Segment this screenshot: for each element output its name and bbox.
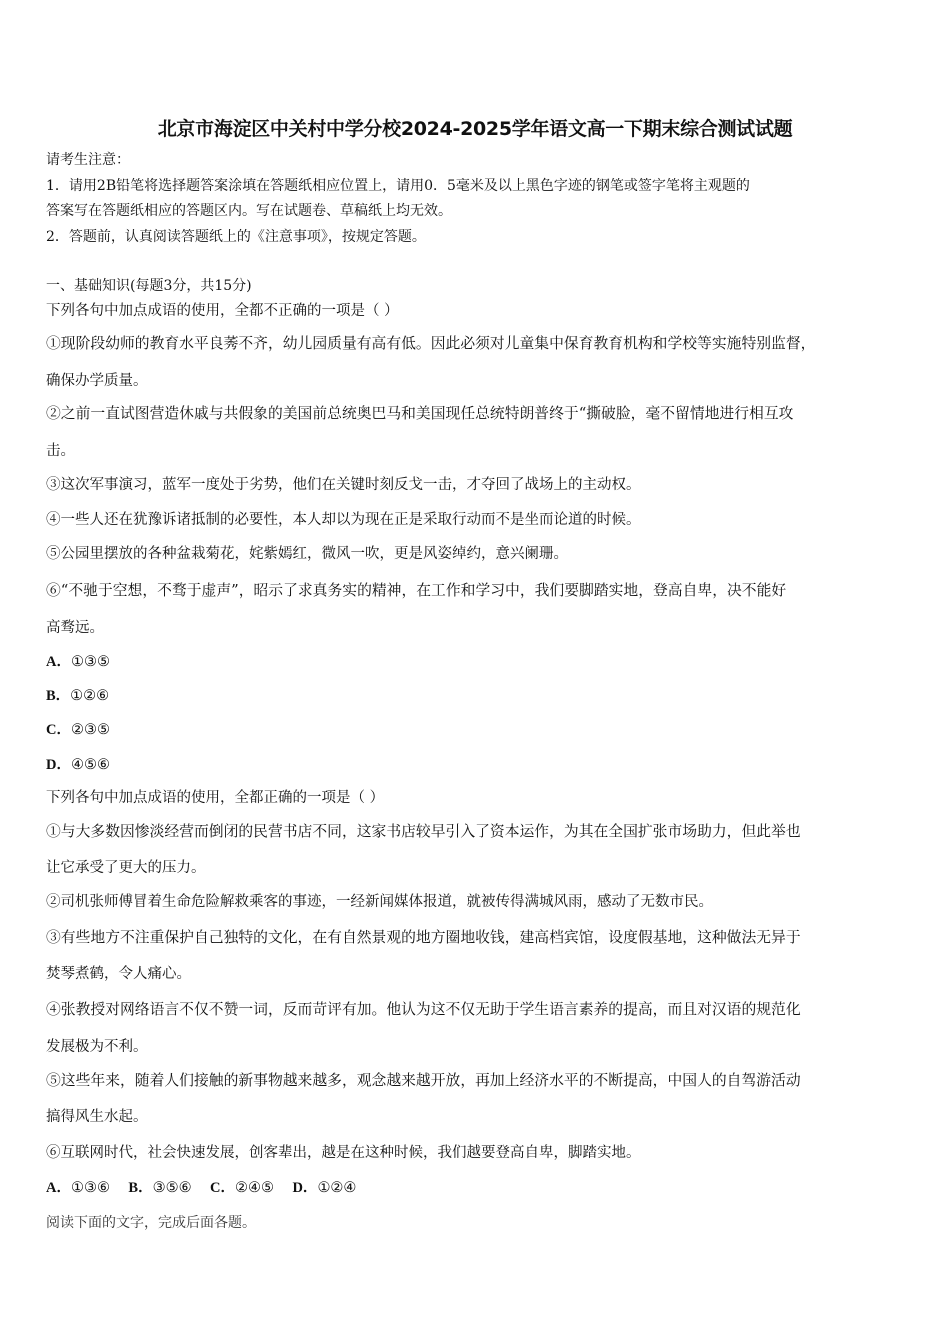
q2-sentence-4-line-1: ④张教授对网络语言不仅不赞一词，反而苛评有加。他认为这不仅无助于学生语言素养的提高，而且对汉语的规范化 [46,1001,801,1018]
notice-heading: 请考生注意： [46,152,130,168]
option-text: ①②⑥ [70,688,110,704]
notice-item-1-line-1: 1．请用2B铅笔将选择题答案涂填在答题纸相应位置上，请用0．5毫米及以上黑色字迹的钢笔或签字笔将主观题的 [46,178,750,194]
option-letter: B． [46,688,71,704]
option-text: ①②④ [317,1180,357,1196]
option-letter: C． [210,1180,236,1196]
q2-sentence-3-line-1: ③有些地方不注重保护自己独特的文化，在有自然景观的地方圈地收钱，建高档宾馆，设度假基地，这种做法无异于 [46,929,801,946]
q1-sentence-4: ④一些人还在犹豫诉诸抵制的必要性，本人却以为现在正是采取行动而不是坐而论道的时候。 [46,512,641,528]
q2-sentence-5-line-2: 搞得风生水起。 [46,1109,148,1125]
q2-option-a[interactable] [46,1180,110,1196]
q1-option-c[interactable] [46,720,110,740]
q2-sentence-1-line-2: 让它承受了更大的压力。 [46,860,206,876]
q2-option-d[interactable] [292,1180,356,1196]
q1-option-a[interactable] [46,652,110,672]
q1-sentence-3: ③这次军事演习，蓝军一度处于劣势，他们在关键时刻反戈一击，才夺回了战场上的主动权。 [46,477,641,493]
option-text: ④⑤⑥ [70,757,110,773]
q2-options-row [46,1178,356,1198]
q2-option-b[interactable] [128,1180,191,1196]
q1-option-d[interactable] [46,755,110,775]
q1-sentence-5: ⑤公园里摆放的各种盆栽菊花，姹紫嫣红，微风一吹，更是风姿绰约，意兴阑珊。 [46,546,568,562]
q2-sentence-3-line-2: 焚琴煮鹤，令人痛心。 [46,966,191,982]
notice-item-2: 2．答题前，认真阅读答题纸上的《注意事项》，按规定答题。 [46,229,426,245]
q2-sentence-6: ⑥互联网时代，社会快速发展，创客辈出，越是在这种时候，我们越要登高自卑，脚踏实地。 [46,1145,641,1161]
page-title: 北京市海淀区中关村中学分校2024-2025学年语文高一下期末综合测试试题 [157,118,793,140]
option-letter: D． [46,757,71,773]
q2-sentence-2: ②司机张师傅冒着生命危险解救乘客的事迹，一经新闻媒体报道，就被传得满城风雨，感动了无数市民。 [46,894,713,910]
q2-sentence-5-line-1: ⑤这些年来，随着人们接触的新事物越来越多，观念越来越开放，再加上经济水平的不断提高，中国人的自驾游活动 [46,1072,801,1089]
option-letter: A． [46,654,71,670]
q1-sentence-1-line-1: ①现阶段幼师的教育水平良莠不齐，幼儿园质量有高有低。因此必须对儿童集中保育教育机构和学校等实施特别监督， [46,335,816,352]
option-text: ①③⑥ [70,1180,110,1196]
option-letter: A． [46,1180,71,1196]
notice-item-1-line-2: 答案写在答题纸相应的答题区内。写在试题卷、草稿纸上均无效。 [46,203,452,219]
q1-sentence-2-line-2: 击。 [46,443,75,459]
q1-option-b[interactable] [46,686,109,706]
section-heading: 一、基础知识(每题3分，共15分) [46,278,252,294]
option-text: ③⑤⑥ [152,1180,192,1196]
q1-sentence-1-line-2: 确保办学质量。 [46,373,148,389]
option-text: ①③⑤ [70,654,110,670]
option-text: ②④⑤ [235,1180,275,1196]
reading-intro: 阅读下面的文字，完成后面各题。 [46,1215,256,1231]
q2-sentence-4-line-2: 发展极为不利。 [46,1039,148,1055]
q2-sentence-1-line-1: ①与大多数因惨淡经营而倒闭的民营书店不同，这家书店较早引入了资本运作，为其在全国扩张市场助力，但此举也 [46,823,801,840]
q2-stem: 下列各句中加点成语的使用，全都正确的一项是（ ） [46,790,385,806]
q1-sentence-6-line-2: 高骛远。 [46,620,104,636]
option-letter: C． [46,722,71,738]
option-text: ②③⑤ [70,722,110,738]
q1-stem: 下列各句中加点成语的使用，全都不正确的一项是（ ） [46,303,399,319]
q1-sentence-2-line-1: ②之前一直试图营造休戚与共假象的美国前总统奥巴马和美国现任总统特朗普终于“撕破脸，毫不留情地进行相互攻 [46,405,794,422]
q1-sentence-6-line-1: ⑥“不驰于空想，不骛于虚声”，昭示了求真务实的精神，在工作和学习中，我们要脚踏实地，登高自卑，决不能好 [46,582,787,599]
option-letter: D． [292,1180,318,1196]
option-letter: B． [128,1180,153,1196]
q2-option-c[interactable] [210,1180,274,1196]
